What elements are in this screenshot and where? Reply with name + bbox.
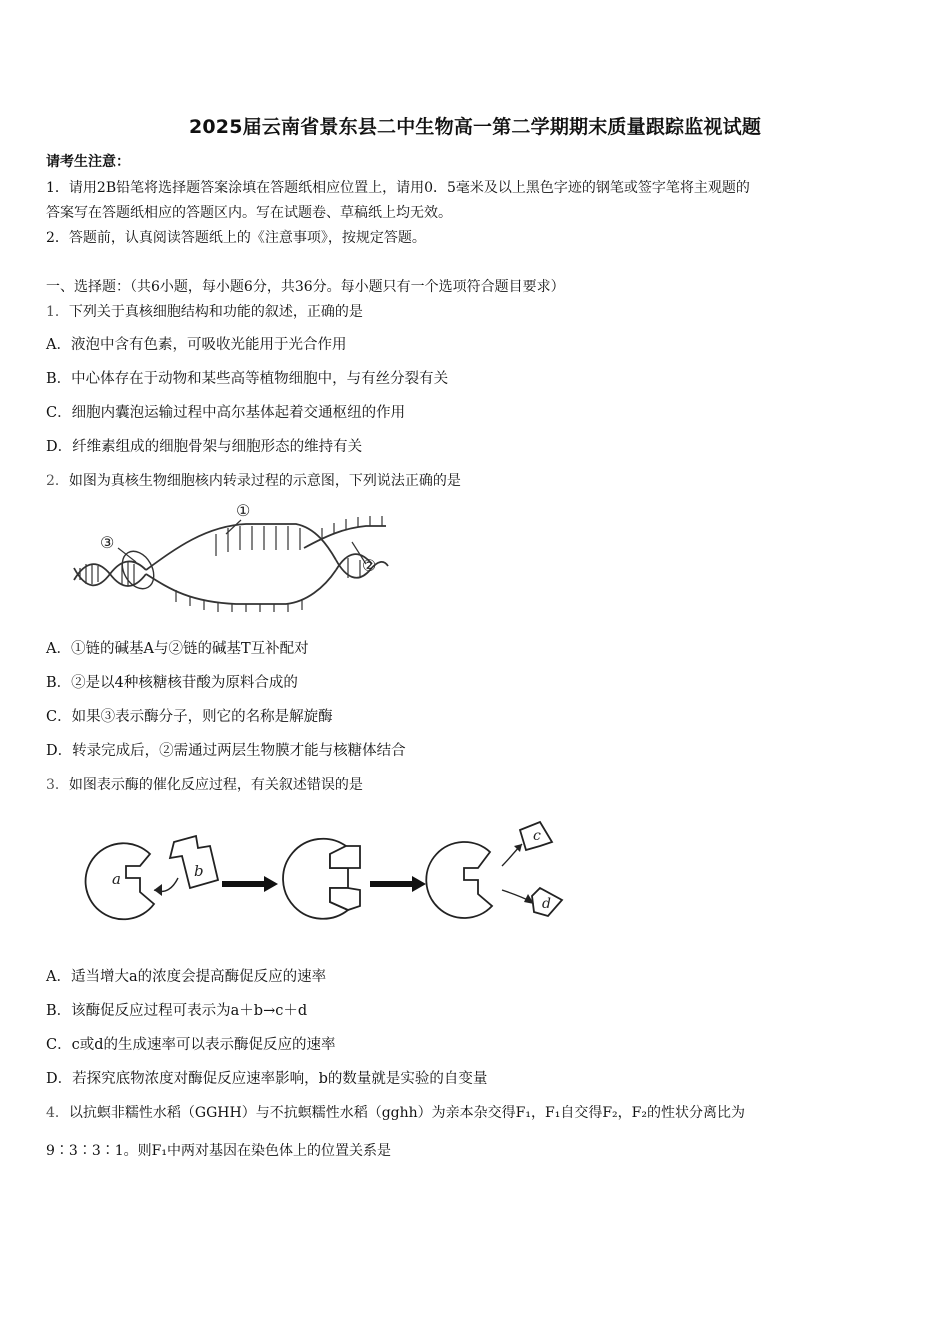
question-3 [46, 775, 363, 795]
label-a: a [112, 870, 121, 888]
question-number: 2． [46, 473, 69, 489]
section-heading: 一、选择题：（共6小题，每小题6分，共36分。每小题只有一个选项符合题目要求） [46, 279, 565, 295]
notice-line-2: 2．答题前，认真阅读答题纸上的《注意事项》，按规定答题。 [46, 230, 426, 246]
q3-option-b: B．该酶促反应过程可表示为a＋b→c＋d [46, 1003, 308, 1019]
transcription-diagram [66, 498, 396, 616]
q3-option-a: A．适当增大a的浓度会提高酶促反应的速率 [46, 969, 327, 985]
label-3: ③ [100, 533, 115, 552]
q3-option-c: C．c或d的生成速率可以表示酶促反应的速率 [46, 1037, 336, 1053]
q1-option-c: C．细胞内囊泡运输过程中高尔基体起着交通枢纽的作用 [46, 405, 406, 421]
q3-option-d: D．若探究底物浓度对酶促反应速率影响，b的数量就是实验的自变量 [46, 1071, 488, 1087]
q1-option-a: A．液泡中含有色素，可吸收光能用于光合作用 [46, 337, 347, 353]
notice-line-1a: 1．请用2B铅笔将选择题答案涂填在答题纸相应位置上，请用0．5毫米及以上黑色字迹的钢笔或签字笔将主观题的 [46, 180, 750, 196]
question-stem: 下列关于真核细胞结构和功能的叙述，正确的是 [68, 304, 363, 320]
q1-option-d: D．纤维素组成的细胞骨架与细胞形态的维持有关 [46, 439, 363, 455]
question-1 [46, 302, 363, 322]
question-4 [46, 1103, 745, 1123]
question-number: 1． [46, 304, 69, 320]
q2-option-a: A．①链的碱基A与②链的碱基T互补配对 [46, 641, 309, 657]
question-4-line-2: 9∶3∶3∶1。则F₁中两对基因在染色体上的位置关系是 [46, 1143, 391, 1159]
enzyme-reaction-diagram [78, 806, 578, 946]
label-2: ② [362, 556, 377, 575]
label-c: c [533, 828, 541, 844]
question-number: 3． [46, 777, 69, 793]
notice-line-1b: 答案写在答题纸相应的答题区内。写在试题卷、草稿纸上均无效。 [46, 205, 452, 221]
q2-option-b: B．②是以4种核糖核苷酸为原料合成的 [46, 675, 298, 691]
page-title: 2025届云南省景东县二中生物高一第二学期期末质量跟踪监视试题 [188, 116, 762, 138]
question-2 [46, 471, 461, 491]
question-stem: 如图表示酶的催化反应过程，有关叙述错误的是 [68, 777, 363, 793]
question-number: 4． [46, 1105, 69, 1121]
label-1: ① [236, 501, 251, 520]
label-b: b [194, 862, 204, 880]
label-d: d [542, 896, 551, 912]
notice-heading: 请考生注意： [46, 154, 130, 170]
q1-option-b: B．中心体存在于动物和某些高等植物细胞中，与有丝分裂有关 [46, 371, 449, 387]
question-stem: 如图为真核生物细胞核内转录过程的示意图，下列说法正确的是 [68, 473, 461, 489]
question-stem-line-1: 以抗螟非糯性水稻（GGHH）与不抗螟糯性水稻（gghh）为亲本杂交得F₁，F₁自交得F₂，F₂的性状分离比为 [68, 1105, 745, 1121]
q2-option-c: C．如果③表示酶分子，则它的名称是解旋酶 [46, 709, 333, 725]
q2-option-d: D．转录完成后，②需通过两层生物膜才能与核糖体结合 [46, 743, 406, 759]
